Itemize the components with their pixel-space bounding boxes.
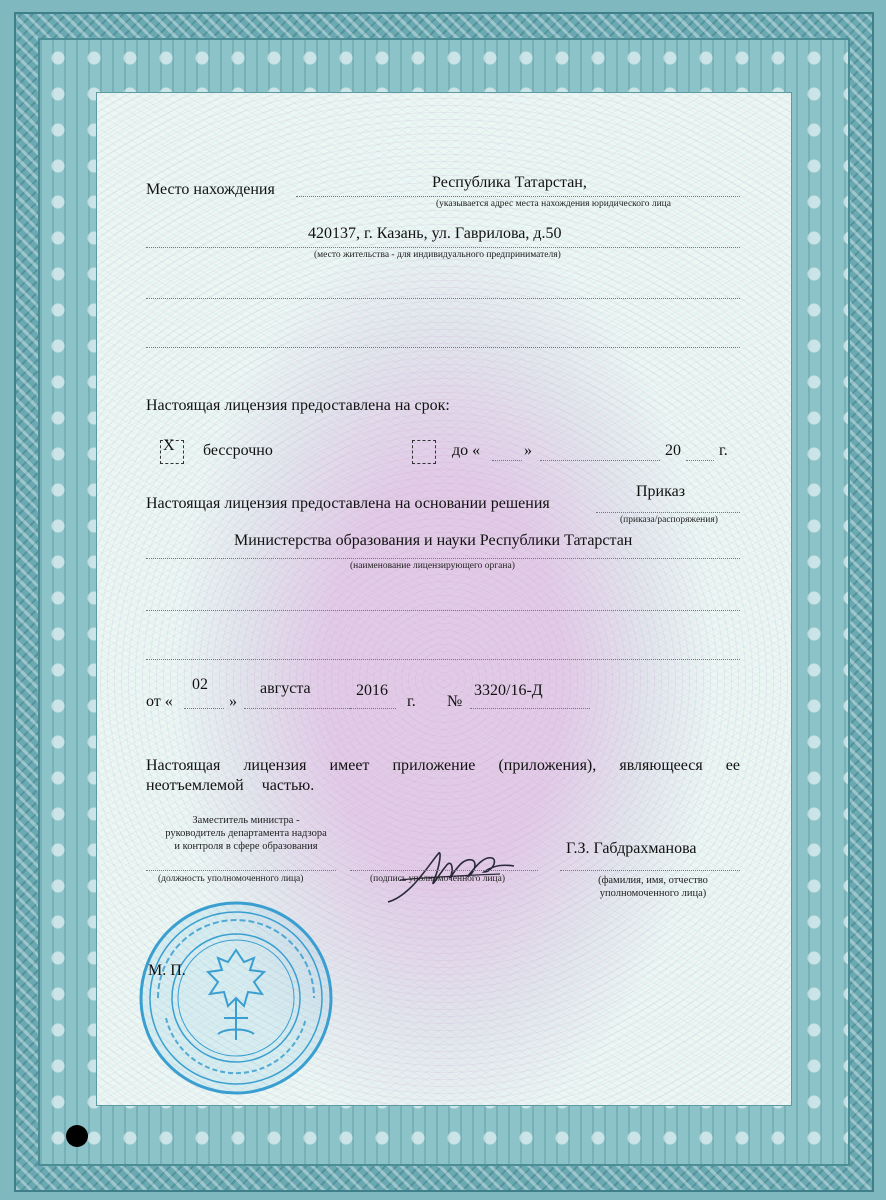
official-seal: [138, 900, 334, 1096]
decision-type-line: [596, 512, 740, 513]
decision-year-suffix: г.: [407, 693, 416, 710]
until-prefix: до «: [452, 442, 481, 459]
blank-line-2: [146, 347, 740, 348]
until-year-prefix: 20: [665, 442, 681, 459]
decision-day: 02: [192, 676, 208, 693]
decision-month-line: [244, 708, 354, 709]
indefinite-label: бессрочно: [203, 442, 273, 459]
until-checkbox: [412, 440, 436, 464]
name-hint-line2: уполномоченного лица): [599, 888, 707, 899]
appendix-line2: неотъемлемой частью.: [146, 777, 315, 794]
location-line1: [296, 196, 740, 197]
location-value-line2: 420137, г. Казань, ул. Гаврилова, д.50: [308, 225, 562, 242]
location-value-line1: Республика Татарстан,: [432, 174, 587, 191]
blank-line-3: [146, 610, 740, 611]
until-year-line: [686, 460, 714, 461]
name-hint-line1: (фамилия, имя, отчество: [598, 875, 708, 886]
black-dot-mark: [66, 1125, 88, 1147]
appendix-line1: Настоящая лицензия имеет приложение (приложения), являющееся ее: [146, 757, 740, 774]
decision-type: Приказ: [636, 483, 686, 500]
stamp-place-label: М. П.: [148, 962, 186, 979]
basis-heading: Настоящая лицензия предоставлена на основании решения: [146, 495, 550, 512]
decision-year-line: [350, 708, 396, 709]
name-hint: [578, 874, 728, 900]
from-quote-close: »: [229, 693, 237, 710]
until-quote-close: »: [524, 442, 532, 459]
position-hint: (должность уполномоченного лица): [158, 874, 304, 884]
location-hint-line1: (указывается адрес места нахождения юридического лица: [436, 199, 671, 209]
blank-line-4: [146, 659, 740, 660]
signatory-position: [146, 814, 346, 853]
position-line3: и контроля в сфере образования: [174, 841, 318, 852]
signature-hint: (подпись уполномоченного лица): [370, 874, 506, 884]
until-month-line: [540, 460, 660, 461]
location-label: Место нахождения: [146, 181, 275, 198]
position-line1: Заместитель министра -: [192, 815, 300, 826]
decision-year: 2016: [356, 682, 388, 699]
decision-number: 3320/16-Д: [474, 682, 543, 699]
name-line: [560, 870, 740, 871]
decision-month: августа: [260, 680, 311, 697]
position-line2: руководитель департамента надзора: [165, 828, 327, 839]
blank-line-1: [146, 298, 740, 299]
from-prefix: от «: [146, 693, 173, 710]
decision-number-line: [470, 708, 590, 709]
indefinite-mark: Х: [163, 437, 175, 454]
location-hint-line2: (место жительства - для индивидуального предпринимателя): [314, 250, 561, 260]
number-sign: №: [447, 693, 463, 710]
decision-day-line: [184, 708, 224, 709]
until-day-line: [492, 460, 522, 461]
position-line: [146, 870, 336, 871]
decision-type-hint: (приказа/распоряжения): [620, 515, 718, 525]
authority-name: Министерства образования и науки Республики Татарстан: [234, 532, 633, 549]
authority-line: [146, 558, 740, 559]
location-line2: [146, 247, 740, 248]
signatory-name: Г.З. Габдрахманова: [566, 840, 697, 857]
authority-hint: (наименование лицензирующего органа): [350, 561, 515, 571]
term-heading: Настоящая лицензия предоставлена на срок:: [146, 397, 450, 414]
until-year-suffix: г.: [719, 442, 728, 459]
signature-line: [350, 870, 538, 871]
